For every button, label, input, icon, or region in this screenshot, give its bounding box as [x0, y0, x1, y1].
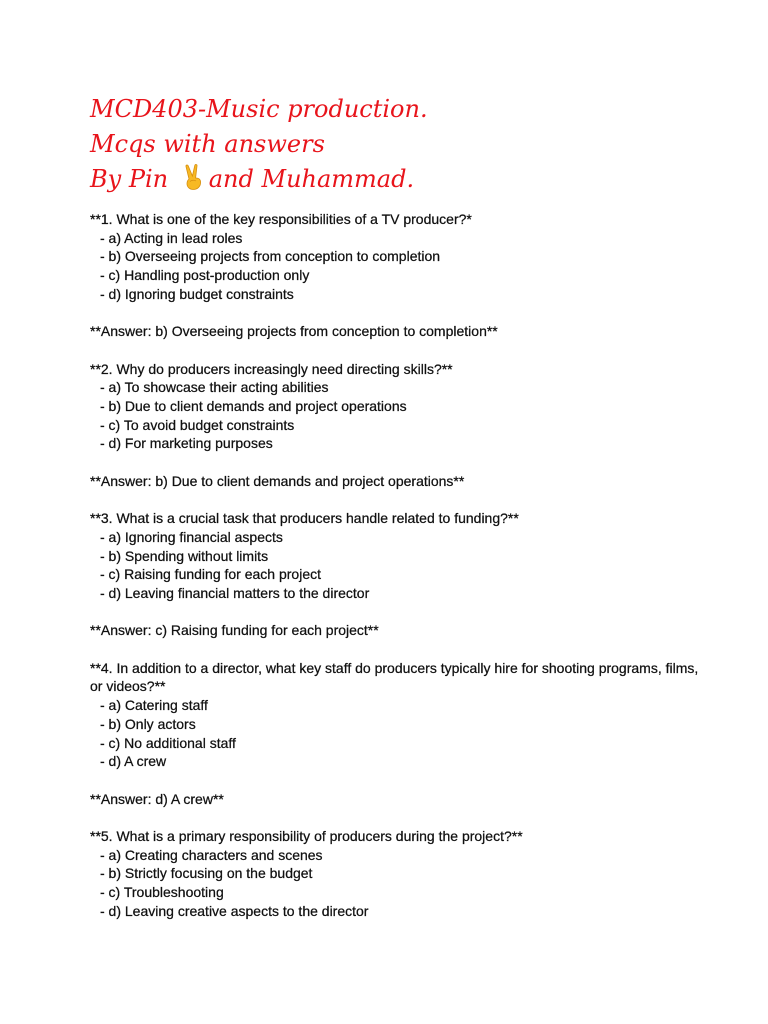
title-line-1: MCD403-Music production. — [90, 95, 428, 123]
option-b: - b) Overseeing projects from conception to completion — [100, 248, 441, 265]
victory-hand-icon — [180, 163, 208, 191]
question-text: **3. What is a crucial task that producers handle related to funding?** — [90, 510, 519, 527]
answer-text: **Answer: c) Raising funding for each project** — [90, 622, 379, 639]
question-block-3 — [90, 509, 710, 659]
option-b: - b) Strictly focusing on the budget — [100, 865, 313, 882]
title-line-3-end: and Muhammad. — [208, 165, 415, 193]
question-text: **4. In addition to a director, what key staff do producers typically hire for shooting programs, films, or videos?** — [90, 659, 699, 695]
answer-text: **Answer: d) A crew** — [90, 790, 224, 807]
question-block-4 — [90, 659, 710, 827]
option-d: - d) Ignoring budget constraints — [100, 285, 294, 302]
spacer — [90, 808, 710, 827]
spacer — [90, 453, 710, 472]
question-text: **1. What is one of the key responsibilities of a TV producer?* — [90, 211, 472, 227]
option-d: - d) Leaving creative aspects to the director — [100, 902, 369, 919]
question-block-1 — [90, 210, 710, 360]
spacer — [90, 640, 710, 659]
spacer — [90, 341, 710, 360]
option-c: - c) No additional staff — [100, 734, 236, 751]
question-text: **5. What is a primary responsibility of producers during the project?** — [90, 828, 523, 845]
question-block-5 — [90, 827, 710, 921]
option-a: - a) To showcase their acting abilities — [100, 379, 329, 396]
option-c: - c) To avoid budget constraints — [100, 416, 295, 433]
spacer — [90, 491, 710, 510]
title-line-3-start: By Pin — [90, 165, 176, 193]
option-c: - c) Troubleshooting — [100, 884, 224, 901]
title-line-3 — [90, 162, 730, 197]
title-line-2: Mcqs with answers — [90, 130, 325, 158]
spacer — [90, 771, 710, 790]
option-b: - b) Spending without limits — [100, 547, 269, 564]
mcq-list — [90, 210, 710, 921]
answer-text: **Answer: b) Overseeing projects from conception to completion** — [90, 323, 498, 340]
option-c: - c) Handling post-production only — [100, 267, 310, 284]
option-a: - a) Catering staff — [100, 697, 208, 714]
spacer — [90, 304, 710, 323]
option-b: - b) Due to client demands and project operations — [100, 398, 407, 414]
spacer — [90, 603, 710, 622]
option-c: - c) Raising funding for each project — [100, 566, 321, 583]
option-d: - d) For marketing purposes — [100, 435, 273, 452]
option-d: - d) Leaving financial matters to the director — [100, 585, 370, 601]
option-a: - a) Creating characters and scenes — [100, 846, 323, 863]
question-block-2 — [90, 360, 710, 510]
option-d: - d) A crew — [100, 753, 167, 770]
option-b: - b) Only actors — [100, 715, 196, 732]
option-a: - a) Ignoring financial aspects — [100, 528, 283, 545]
question-text: **2. Why do producers increasingly need directing skills?** — [90, 360, 453, 377]
document-title — [90, 92, 730, 197]
option-a: - a) Acting in lead roles — [100, 229, 243, 246]
answer-text: **Answer: b) Due to client demands and project operations** — [90, 472, 465, 489]
